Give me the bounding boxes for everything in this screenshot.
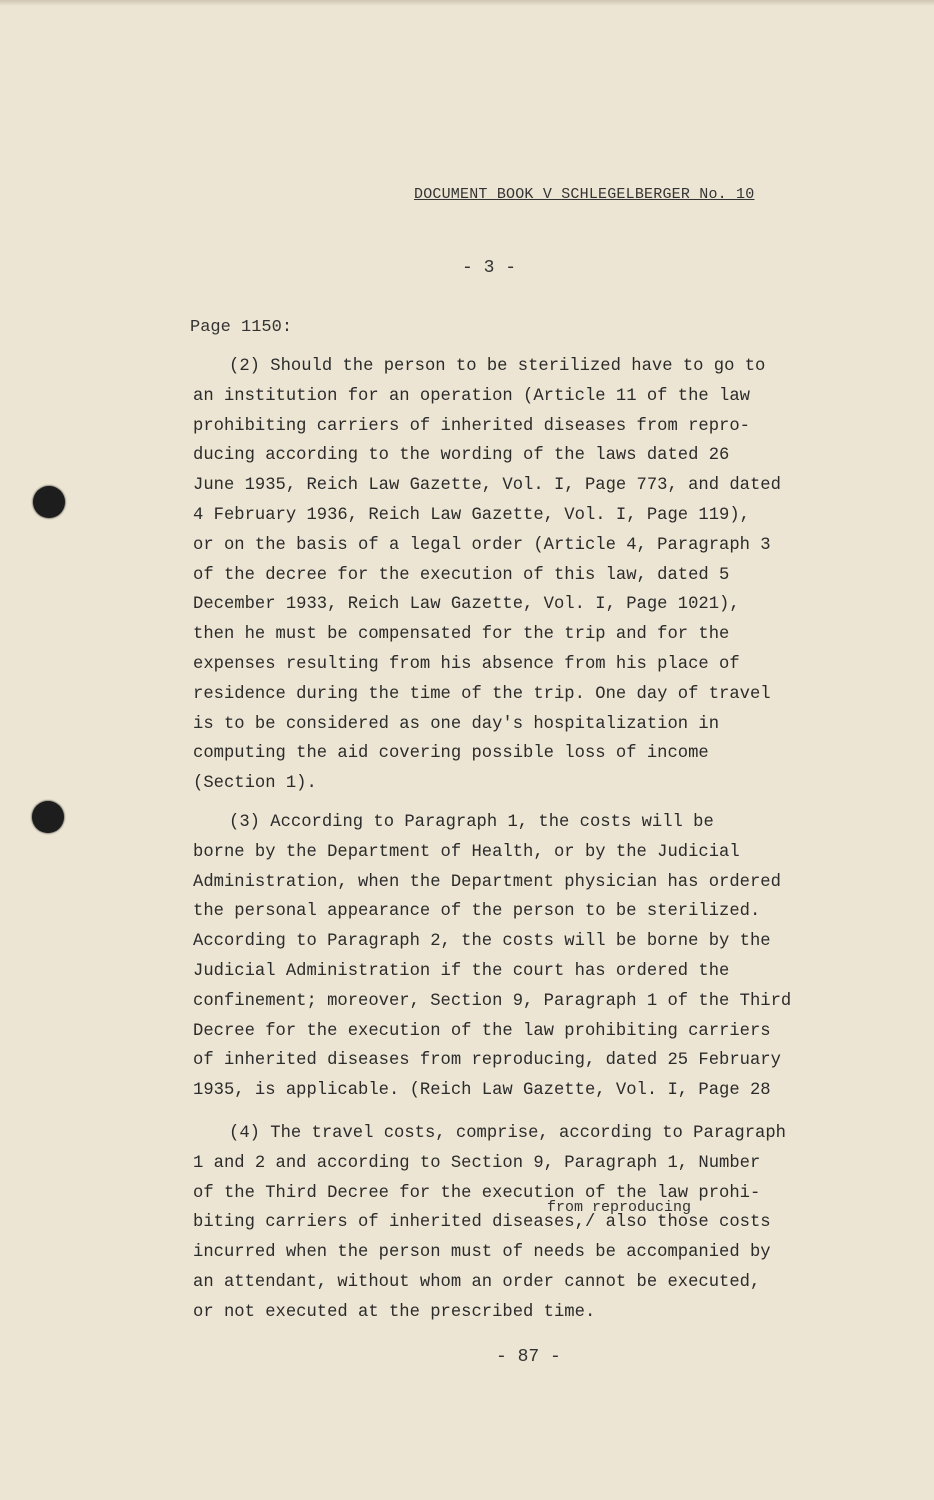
text-line: 1 and 2 and according to Section 9, Paragraph 1, Number	[193, 1153, 761, 1173]
text-line: or on the basis of a legal order (Article 4, Paragraph 3	[193, 535, 771, 555]
text-line: (Section 1).	[193, 774, 317, 794]
text-line: prohibiting carriers of inherited diseases from repro-	[193, 416, 750, 436]
text-line: (2) Should the person to be sterilized have to go to	[229, 357, 766, 376]
text-line: residence during the time of the trip. One day of travel	[193, 684, 771, 704]
punch-hole-top	[33, 486, 65, 518]
text-line: June 1935, Reich Law Gazette, Vol. I, Page 773, and dated	[193, 476, 781, 496]
text-line: According to Paragraph 2, the costs will be borne by the	[193, 932, 771, 952]
text-line: confinement; moreover, Section 9, Paragraph 1 of the Third	[193, 991, 792, 1011]
text-line: then he must be compensated for the trip and for the	[193, 625, 730, 645]
text-line: or not executed at the prescribed time.	[193, 1302, 596, 1322]
paragraph-4	[193, 1119, 863, 1328]
text-line: ducing according to the wording of the laws dated 26	[193, 446, 730, 466]
text-line: December 1933, Reich Law Gazette, Vol. I, Page 1021),	[193, 595, 740, 615]
text-line: biting carriers of inherited diseases,/ also those costs	[193, 1213, 771, 1233]
text-line: Judicial Administration if the court has ordered the	[193, 961, 730, 981]
text-line: the personal appearance of the person to be sterilized.	[193, 902, 761, 922]
text-line: (3) According to Paragraph 1, the costs will be	[229, 813, 714, 832]
text-line: an attendant, without whom an order cannot be executed,	[193, 1272, 761, 1292]
text-line: is to be considered as one day's hospitalization in	[193, 714, 720, 734]
text-line: expenses resulting from his absence from his place of	[193, 654, 740, 674]
paragraph-3	[193, 808, 863, 1106]
text-line: computing the aid covering possible loss of income	[193, 744, 709, 764]
text-line: an institution for an operation (Article 11 of the law	[193, 386, 750, 406]
punch-hole-bottom	[32, 801, 64, 833]
text-line: incurred when the person must of needs be accompanied by	[193, 1243, 771, 1263]
paragraph-2	[193, 352, 863, 799]
text-line: Administration, when the Department physician has ordered	[193, 872, 781, 892]
page-number-top: - 3 -	[462, 258, 517, 278]
text-line: 1935, is applicable. (Reich Law Gazette, Vol. I, Page 28	[193, 1081, 771, 1101]
text-line: of inherited diseases from reproducing, dated 25 February	[193, 1051, 781, 1071]
page-edge	[0, 0, 934, 6]
page-reference: Page 1150:	[190, 318, 293, 337]
text-line: of the Third Decree for the execution of the law prohi-	[193, 1183, 761, 1203]
interlineation: from reproducing	[547, 1199, 692, 1216]
text-line: (4) The travel costs, comprise, according to Paragraph	[229, 1124, 786, 1143]
document-header: DOCUMENT BOOK V SCHLEGELBERGER No. 10	[414, 186, 755, 203]
text-line: of the decree for the execution of this law, dated 5	[193, 565, 730, 585]
text-line: Decree for the execution of the law prohibiting carriers	[193, 1021, 771, 1041]
page-number-bottom: - 87 -	[496, 1347, 561, 1367]
text-line: 4 February 1936, Reich Law Gazette, Vol. I, Page 119),	[193, 505, 750, 525]
text-line: borne by the Department of Health, or by the Judicial	[193, 842, 740, 862]
